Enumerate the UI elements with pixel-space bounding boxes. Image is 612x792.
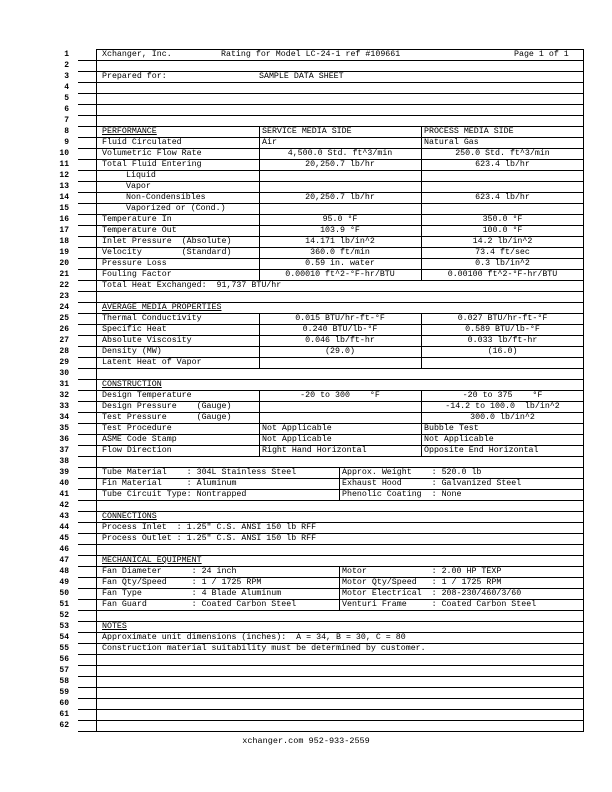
mechanical-right: Venturi Frame : Coated Carbon Steel: [342, 600, 537, 609]
sheet-row: [64, 61, 584, 72]
sheet-row: [59, 523, 584, 534]
line-number: 25: [59, 314, 69, 323]
construction-detail-left: Fin Material : Aluminum: [102, 479, 237, 488]
sheet-row: [59, 226, 584, 237]
line-number: 38: [59, 457, 69, 466]
performance-process-value: [422, 182, 583, 192]
sheet-row: [59, 215, 584, 226]
line-number: 21: [59, 270, 69, 279]
line-number: 50: [59, 589, 69, 598]
sheet-row: [64, 116, 584, 127]
sheet-row: [59, 391, 584, 402]
property-process-value: 0.033 lb/ft-hr: [467, 336, 538, 345]
sheet-row: [59, 424, 584, 435]
sheet-row: [64, 138, 584, 149]
property-process-value: 0.027 BTU/hr-ft-°F: [457, 314, 548, 323]
column-divider: [421, 138, 422, 149]
line-number: 42: [59, 501, 69, 510]
sheet-row: [59, 699, 584, 710]
line-number: 19: [59, 248, 69, 257]
column-divider: [421, 424, 422, 435]
construction-service-value: Right Hand Horizontal: [262, 446, 367, 455]
sheet-row: [59, 193, 584, 204]
column-divider: [339, 567, 340, 578]
notes-line: Construction material suitability must be determined by customer.: [102, 644, 426, 653]
mechanical-right: Motor Electrical : 208-230/460/3/60: [342, 589, 522, 598]
sheet-row: [59, 204, 584, 215]
performance-label: Temperature Out: [102, 226, 177, 235]
performance-process-value: 100.0 °F: [482, 226, 523, 235]
construction-process-value: 300.0 lb/in^2: [470, 413, 535, 422]
property-service-value: [260, 358, 420, 368]
line-number: 10: [59, 149, 69, 158]
line-number: 15: [59, 204, 69, 213]
construction-detail-right: Approx. Weight : 520.0 lb: [342, 468, 482, 477]
sheet-row: [59, 556, 584, 567]
sheet-row: [59, 567, 584, 578]
line-number: 33: [59, 402, 69, 411]
performance-service-value: 0.59 in. water: [305, 259, 375, 268]
property-service-value: 0.046 lb/ft-hr: [305, 336, 375, 345]
line-number: 2: [64, 61, 69, 70]
sheet-row: [59, 292, 584, 303]
mechanical-left: Fan Diameter : 24 inch: [102, 567, 237, 576]
performance-process-value: 623.4 lb/hr: [475, 193, 530, 202]
sheet-row: [59, 578, 584, 589]
column-divider: [339, 479, 340, 490]
construction-label: Test Procedure: [102, 424, 172, 433]
property-label: Specific Heat: [102, 325, 167, 334]
sheet-row: [64, 50, 584, 61]
property-label: Thermal Conductivity: [102, 314, 202, 323]
sheet-row: [59, 435, 584, 446]
line-number: 14: [59, 193, 69, 202]
line-number: 9: [64, 138, 69, 147]
sheet-row: [59, 347, 584, 358]
line-number: 18: [59, 237, 69, 246]
sheet-row: [64, 105, 584, 116]
line-number: 4: [64, 83, 69, 92]
line-number: 39: [59, 468, 69, 477]
sheet-row: [59, 677, 584, 688]
process-header: PROCESS MEDIA SIDE: [424, 127, 514, 136]
sheet-row: [59, 270, 584, 281]
sheet-row: [59, 281, 584, 292]
performance-label: Total Fluid Entering: [102, 160, 202, 169]
performance-service-value: 20,250.7 lb/hr: [305, 160, 375, 169]
sheet-row: [59, 160, 584, 171]
performance-label: Fouling Factor: [102, 270, 172, 279]
line-number: 40: [59, 479, 69, 488]
construction-process-value: -20 to 375 °F: [462, 391, 543, 400]
performance-process-value: 14.2 lb/in^2: [472, 237, 533, 246]
sheet-row: [59, 182, 584, 193]
column-divider: [339, 600, 340, 611]
service-header: SERVICE MEDIA SIDE: [262, 127, 352, 136]
performance-service-value: 4,500.0 Std. ft^3/min: [287, 149, 393, 158]
sheet-row: [59, 501, 584, 512]
line-number: 51: [59, 600, 69, 609]
line-number: 16: [59, 215, 69, 224]
mechanical-left: Fan Type : 4 Blade Aluminum: [102, 589, 282, 598]
column-divider: [339, 468, 340, 479]
performance-service-value: 360.0 ft/min: [310, 248, 370, 257]
performance-process-value: 623.4 lb/hr: [475, 160, 530, 169]
column-divider: [339, 490, 340, 501]
performance-service-value: [260, 171, 420, 181]
performance-service-value: [260, 182, 420, 192]
line-number: 31: [59, 380, 69, 389]
line-number: 58: [59, 677, 69, 686]
mechanical-right: Motor Qty/Speed : 1 / 1725 RPM: [342, 578, 502, 587]
construction-process-value: -14.2 to 100.0 lb/in^2: [445, 402, 560, 411]
line-number: 28: [59, 347, 69, 356]
sheet-row: [64, 127, 584, 138]
performance-process-value: 250.0 Std. ft^3/min: [455, 149, 550, 158]
performance-title: PERFORMANCE: [102, 127, 157, 136]
header-rating: Rating for Model LC-24-1 ref #109661: [221, 50, 401, 59]
performance-label: Velocity (Standard): [102, 248, 232, 257]
construction-detail-left: Tube Circuit Type: Nontrapped: [102, 490, 247, 499]
sheet-row: [59, 358, 584, 369]
prepared-for-label: Prepared for:: [102, 72, 167, 81]
performance-service-value: Air: [262, 138, 277, 147]
property-label: Absolute Viscosity: [102, 336, 192, 345]
line-number: 5: [64, 94, 69, 103]
line-number: 54: [59, 633, 69, 642]
column-divider: [421, 446, 422, 457]
line-number: 59: [59, 688, 69, 697]
sheet-row: [59, 600, 584, 611]
line-number: 44: [59, 523, 69, 532]
line-number: 13: [59, 182, 69, 191]
sheet-row: [59, 644, 584, 655]
line-number: 49: [59, 578, 69, 587]
sheet-row: [64, 72, 584, 83]
line-number: 11: [59, 160, 69, 169]
property-service-value: 0.015 BTU/hr-ft-°F: [295, 314, 385, 323]
prepared-for-value: SAMPLE DATA SHEET: [259, 72, 344, 81]
construction-process-value: Opposite End Horizontal: [424, 446, 539, 455]
process-outlet: Process Outlet : 1.25" C.S. ANSI 150 lb RFF: [102, 534, 317, 543]
line-number: 48: [59, 567, 69, 576]
line-number: 47: [59, 556, 69, 565]
construction-detail-left: Tube Material : 304L Stainless Steel: [102, 468, 297, 477]
construction-service-value: [260, 413, 420, 423]
sheet-row: [59, 633, 584, 644]
line-number: 62: [59, 721, 69, 730]
total-heat-exchanged: Total Heat Exchanged: 91,737 BTU/hr: [102, 281, 282, 290]
line-number: 6: [64, 105, 69, 114]
construction-service-value: -20 to 300 °F: [300, 391, 380, 400]
header-page: Page 1 of 1: [514, 50, 569, 59]
sheet-row: [59, 611, 584, 622]
line-number: 32: [59, 391, 69, 400]
sheet-row: [59, 237, 584, 248]
sheet-row: [59, 545, 584, 556]
column-divider: [259, 424, 260, 435]
sheet-row: [59, 589, 584, 600]
column-divider: [339, 578, 340, 589]
column-divider: [259, 138, 260, 149]
sheet-row: [59, 446, 584, 457]
column-divider: [259, 446, 260, 457]
sheet-row: [64, 94, 584, 105]
property-process-value: [422, 358, 583, 368]
column-divider: [421, 435, 422, 446]
line-number: 37: [59, 446, 69, 455]
property-service-value: 0.240 BTU/lb-°F: [302, 325, 378, 334]
sheet-row: [59, 259, 584, 270]
line-number: 22: [59, 281, 69, 290]
line-number: 29: [59, 358, 69, 367]
line-number: 3: [64, 72, 69, 81]
sheet-row: [59, 721, 584, 732]
line-number: 30: [59, 369, 69, 378]
line-number: 60: [59, 699, 69, 708]
property-process-value: 0.589 BTU/lb-°F: [465, 325, 540, 334]
performance-process-value: 350.0 °F: [482, 215, 523, 224]
column-divider: [421, 127, 422, 138]
performance-process-value: [422, 204, 583, 214]
performance-process-value: Natural Gas: [424, 138, 479, 147]
construction-title: CONSTRUCTION: [102, 380, 162, 389]
property-process-value: (16.0): [487, 347, 518, 356]
sheet-row: [59, 490, 584, 501]
sheet-row: [59, 248, 584, 259]
sheet-row: [59, 314, 584, 325]
sheet-row: [59, 380, 584, 391]
line-number: 34: [59, 413, 69, 422]
properties-title: AVERAGE MEDIA PROPERTIES: [102, 303, 222, 312]
sheet-row: [59, 468, 584, 479]
mechanical-left: Fan Qty/Speed : 1 / 1725 RPM: [102, 578, 262, 587]
mechanical-left: Fan Guard : Coated Carbon Steel: [102, 600, 297, 609]
notes-title: NOTES: [102, 622, 127, 631]
construction-process-value: Bubble Test: [424, 424, 479, 433]
line-number: 24: [59, 303, 69, 312]
line-number: 36: [59, 435, 69, 444]
performance-service-value: [260, 204, 420, 214]
line-number: 27: [59, 336, 69, 345]
sheet-row: [59, 402, 584, 413]
line-number: 35: [59, 424, 69, 433]
process-inlet: Process Inlet : 1.25" C.S. ANSI 150 lb RFF: [102, 523, 317, 532]
footer-contact: xchanger.com 952-933-2559: [242, 736, 370, 746]
sheet-row: [59, 303, 584, 314]
line-number: 8: [64, 127, 69, 136]
performance-label: Pressure Loss: [102, 259, 167, 268]
line-number: 7: [64, 116, 69, 125]
mechanical-title: MECHANICAL EQUIPMENT: [102, 556, 202, 565]
performance-service-value: 0.00010 ft^2-°F-hr/BTU: [285, 270, 395, 279]
property-label: Latent Heat of Vapor: [102, 358, 202, 367]
sheet-row: [59, 457, 584, 468]
sheet-row: [59, 171, 584, 182]
construction-service-value: Not Applicable: [262, 424, 332, 433]
sheet-row: [59, 666, 584, 677]
sheet-row: [59, 149, 584, 160]
construction-process-value: Not Applicable: [424, 435, 494, 444]
performance-service-value: 95.0 °F: [322, 215, 358, 224]
line-number: 12: [59, 171, 69, 180]
sheet-row: [59, 512, 584, 523]
line-number: 46: [59, 545, 69, 554]
line-number: 20: [59, 259, 69, 268]
line-number: 52: [59, 611, 69, 620]
line-number: 56: [59, 655, 69, 664]
construction-label: Design Temperature: [102, 391, 192, 400]
performance-service-value: 20,250.7 lb/hr: [305, 193, 375, 202]
column-divider: [259, 435, 260, 446]
construction-label: Test Pressure (Gauge): [102, 413, 232, 422]
construction-label: Design Pressure (Gauge): [102, 402, 232, 411]
performance-process-value: 0.3 lb/in^2: [475, 259, 530, 268]
connections-title: CONNECTIONS: [102, 512, 157, 521]
performance-process-value: 0.00100 ft^2-°F-hr/BTU: [447, 270, 558, 279]
performance-label: Volumetric Flow Rate: [102, 149, 202, 158]
construction-label: ASME Code Stamp: [102, 435, 177, 444]
line-number: 53: [59, 622, 69, 631]
sheet-row: [59, 413, 584, 424]
construction-detail-right: Exhaust Hood : Galvanized Steel: [342, 479, 522, 488]
performance-process-value: 73.4 ft/sec: [475, 248, 530, 257]
line-number: 45: [59, 534, 69, 543]
sheet-row: [59, 369, 584, 380]
notes-line: Approximate unit dimensions (inches): A = 34, B = 30, C = 80: [102, 633, 406, 642]
line-number: 41: [59, 490, 69, 499]
line-number: 61: [59, 710, 69, 719]
performance-label: Vapor: [126, 182, 151, 191]
line-number: 55: [59, 644, 69, 653]
line-number: 43: [59, 512, 69, 521]
performance-label: Vaporized or (Cond.): [126, 204, 226, 213]
sheet-row: [64, 83, 584, 94]
sheet-row: [59, 479, 584, 490]
construction-service-value: [260, 402, 420, 412]
column-divider: [339, 589, 340, 600]
performance-service-value: 14.171 lb/in^2: [305, 237, 375, 246]
construction-label: Flow Direction: [102, 446, 172, 455]
column-divider: [259, 127, 260, 138]
performance-label: Temperature In: [102, 215, 172, 224]
mechanical-right: Motor : 2.00 HP TEXP: [342, 567, 502, 576]
construction-service-value: Not Applicable: [262, 435, 332, 444]
performance-label: Fluid Circulated: [102, 138, 182, 147]
header-company: Xchanger, Inc.: [102, 50, 172, 59]
sheet-row: [59, 622, 584, 633]
sheet-row: [59, 655, 584, 666]
sheet-row: [59, 688, 584, 699]
property-service-value: (29.0): [325, 347, 355, 356]
sheet-row: [59, 325, 584, 336]
property-label: Density (MW): [102, 347, 162, 356]
sheet-row: [59, 534, 584, 545]
performance-service-value: 103.9 °F: [320, 226, 360, 235]
line-number: 26: [59, 325, 69, 334]
sheet-row: [59, 710, 584, 721]
performance-label: Liquid: [126, 171, 156, 180]
line-number: 57: [59, 666, 69, 675]
performance-label: Non-Condensibles: [126, 193, 206, 202]
sheet-row: [59, 336, 584, 347]
performance-process-value: [422, 171, 583, 181]
construction-detail-right: Phenolic Coating : None: [342, 490, 462, 499]
line-number: 23: [59, 292, 69, 301]
performance-label: Inlet Pressure (Absolute): [102, 237, 232, 246]
line-number: 1: [64, 50, 69, 59]
data-sheet: [59, 50, 584, 732]
line-number: 17: [59, 226, 69, 235]
